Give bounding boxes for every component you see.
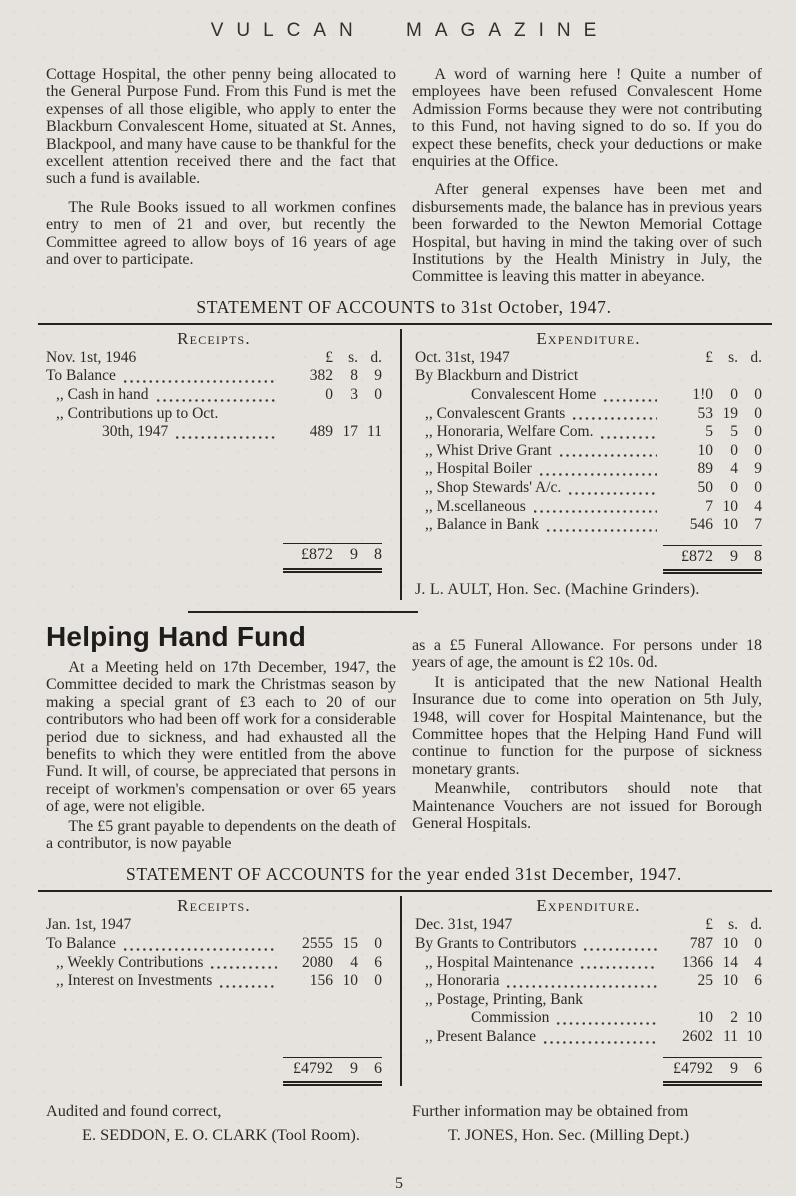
section-header: Receipts. [177, 896, 251, 916]
audit-note-line: Audited and found correct, [46, 1101, 222, 1121]
table-row [46, 405, 382, 424]
total-amount [283, 543, 382, 573]
row-amount-cell: 0 [374, 972, 382, 990]
row-amount [663, 423, 762, 442]
statement-1-heading: STATEMENT OF ACCOUNTS to 31st October, 1947. [196, 296, 612, 317]
paragraph: The Rule Books issued to all workmen confines entry to men of 21 and over, but recently the Committee agreed to allow boys of 16 years of age and over to participate. [46, 198, 396, 269]
row-amount-cell: 0 [374, 935, 382, 953]
statement-2-expenditure [400, 896, 762, 1086]
statement-2-top-rule [38, 890, 772, 892]
row-amount-cell: 10 [722, 497, 738, 515]
section-header: Expenditure. [536, 896, 641, 916]
table-row [415, 516, 762, 535]
row-amount-cell: 0 [754, 479, 762, 497]
table-row [46, 367, 382, 386]
total-amount-cell: 9 [730, 1059, 738, 1077]
row-amount-cell: 10 [697, 441, 713, 459]
row-amount-cell: 5 [730, 423, 738, 441]
row-amount-cell: 11 [367, 423, 382, 441]
dot-leader [571, 412, 657, 420]
statement-1-expenditure [400, 329, 762, 600]
row-amount-cell: 0 [325, 386, 333, 404]
row-label: ,, Present Balance [425, 1028, 537, 1046]
total-amount-cell: 9 [350, 1059, 358, 1077]
currency-header-cell: s. [728, 916, 738, 934]
table-row [415, 405, 762, 424]
table-row [415, 367, 762, 386]
secretary-signature: T. JONES, Hon. Sec. (Milling Dept.) [448, 1125, 690, 1145]
row-amount-cell: 2080 [302, 953, 333, 971]
row-amount [663, 442, 762, 461]
total-amount-cell: 8 [754, 547, 762, 565]
spacer [46, 991, 382, 1053]
date-label: Jan. 1st, 1947 [46, 916, 132, 934]
dot-leader [209, 961, 277, 969]
section-divider-rule [188, 611, 418, 613]
top-article [46, 66, 762, 286]
row-amount-cell: 53 [697, 404, 713, 422]
dot-leader [599, 431, 657, 439]
date-row [46, 916, 382, 935]
helping-hand-section [46, 622, 762, 852]
row-amount-cell: 0 [754, 423, 762, 441]
audit-note [46, 1101, 396, 1145]
row-amount-cell: 50 [697, 479, 713, 497]
paragraph: Cottage Hospital, the other penny being allocated to the General Purpose Fund. From this Fund is met the expenses of all those eligible, who apply to enter the Blackburn Convalescent Home, situated at St. Annes, Blackpool, and many have cause to be thankful for the excellent attention received there and the fact that such a fund is available. [46, 66, 396, 188]
total-amount-cell: £4792 [293, 1059, 333, 1077]
currency-header-cell: d. [750, 348, 762, 366]
currency-header [283, 349, 382, 368]
total-amount [663, 545, 762, 575]
total-amount-cell: 8 [374, 546, 382, 564]
row-amount-cell: 1366 [682, 953, 713, 971]
signature: J. L. AULT, Hon. Sec. (Machine Grinders). [415, 581, 700, 599]
section-header: Receipts. [177, 328, 251, 348]
row-amount-cell: 3 [350, 386, 358, 404]
row-amount [663, 935, 762, 954]
date-row [415, 349, 762, 368]
currency-header-cell: s. [728, 348, 738, 366]
table-row [415, 479, 762, 498]
dot-leader [542, 1036, 657, 1044]
row-label: By Blackburn and District [415, 367, 579, 385]
total-amount-cell: £4792 [673, 1059, 713, 1077]
table-row [415, 460, 762, 479]
row-amount-cell: 546 [689, 516, 713, 534]
row-amount [663, 516, 762, 535]
row-label: ,, Postage, Printing, Bank [425, 990, 584, 1008]
row-amount-cell: 25 [697, 972, 713, 990]
row-amount-cell: 19 [722, 404, 738, 422]
row-label: By Grants to Contributors [415, 935, 577, 953]
total-amount [283, 1057, 382, 1087]
row-label: ,, Shop Stewards' A/c. [425, 479, 562, 497]
row-amount-cell: 17 [342, 423, 358, 441]
row-amount-cell: 11 [723, 1028, 738, 1046]
table-row [415, 1028, 762, 1047]
helping-hand-left-column [46, 622, 396, 852]
row-amount-cell: 14 [722, 953, 738, 971]
row-amount [663, 1009, 762, 1028]
row-amount-cell: 10 [746, 1028, 762, 1046]
row-amount-cell: 787 [689, 935, 713, 953]
row-amount-cell: 4 [754, 953, 762, 971]
row-amount-cell: 2555 [302, 935, 333, 953]
row-amount-cell: 89 [697, 460, 713, 478]
row-amount-cell: 0 [754, 935, 762, 953]
row-amount-cell: 382 [309, 367, 333, 385]
row-amount-cell: 489 [309, 423, 333, 441]
spacer [415, 535, 762, 541]
table-row [415, 954, 762, 973]
row-label: ,, Whist Drive Grant [425, 441, 552, 459]
row-amount-cell: 10 [722, 972, 738, 990]
table-row [415, 1009, 762, 1028]
date-row [46, 349, 382, 368]
date-row [415, 916, 762, 935]
row-amount [283, 386, 382, 405]
row-amount [283, 367, 382, 386]
row-amount-cell: 10 [722, 516, 738, 534]
date-label: Dec. 31st, 1947 [415, 916, 513, 934]
dot-leader [122, 375, 277, 383]
row-amount [663, 460, 762, 479]
spacer [46, 442, 382, 540]
magazine-title: VULCAN MAGAZINE [210, 20, 610, 41]
dot-leader [558, 449, 657, 457]
helping-hand-heading: Helping Hand Fund [46, 621, 307, 652]
dot-leader [545, 524, 657, 532]
row-amount-cell: 15 [342, 935, 358, 953]
paragraph: At a Meeting held on 17th December, 1947, the Committee decided to mark the Christmas season by making a special grant of £3 each to 20 of our contributors who had been off work for a considerable period due to sickness, and had exhausted all the benefits to which they were entitled from the above Fund. It will, of course, be appreciated that persons in receipt of workmen's compensation or over 65 years of age, were not eligible. [46, 659, 396, 816]
currency-header-cell: £ [325, 348, 333, 366]
row-label: ,, Convalescent Grants [425, 404, 566, 422]
paragraph: as a £5 Funeral Allowance. For persons under 18 years of age, the amount is £2 10s. 0d. [412, 637, 762, 672]
row-label: ,, Hospital Maintenance [425, 953, 574, 971]
row-amount-cell: 5 [705, 423, 713, 441]
row-amount-cell: 4 [730, 460, 738, 478]
row-amount-cell: 10 [746, 1009, 762, 1027]
row-amount-cell: 10 [342, 972, 358, 990]
table-row [415, 386, 762, 405]
table-row [46, 954, 382, 973]
table-row [415, 991, 762, 1010]
row-amount-cell: 1!0 [692, 386, 713, 404]
helping-hand-right-column [412, 622, 762, 852]
dot-leader [538, 468, 657, 476]
table-row [415, 423, 762, 442]
dot-leader [218, 980, 277, 988]
dot-leader [122, 943, 277, 951]
row-amount-cell: 2602 [682, 1028, 713, 1046]
currency-header-cell: s. [348, 348, 358, 366]
top-article-right-column [412, 66, 762, 286]
table-row [46, 935, 382, 954]
row-amount-cell: 4 [350, 953, 358, 971]
currency-header [663, 349, 762, 368]
statement-2-receipts [46, 896, 392, 1086]
dot-leader [555, 1017, 657, 1025]
currency-header-cell: £ [705, 916, 713, 934]
paragraph: The £5 grant payable to dependents on the death of a contributor, is now payable [46, 817, 396, 853]
row-amount-cell: 156 [309, 972, 333, 990]
row-label: ,, Balance in Bank [425, 516, 540, 534]
total-amount-cell: 9 [730, 547, 738, 565]
table-row [415, 498, 762, 517]
table-row [415, 972, 762, 991]
row-amount-cell: 4 [754, 497, 762, 515]
row-label: To Balance [46, 935, 116, 953]
row-label: ,, Honoraria [425, 972, 500, 990]
currency-header [663, 916, 762, 935]
table-row [415, 935, 762, 954]
row-amount-cell: 0 [730, 386, 738, 404]
row-amount-cell: 0 [754, 386, 762, 404]
row-amount [663, 405, 762, 424]
currency-header-cell: £ [705, 348, 713, 366]
row-amount-cell: 10 [722, 935, 738, 953]
dot-leader [579, 961, 657, 969]
page-number: 5 [395, 1175, 403, 1193]
total-amount-cell: 9 [350, 546, 358, 564]
table-row [415, 442, 762, 461]
statement-1-top-rule [38, 323, 772, 325]
row-label: Commission [471, 1009, 550, 1027]
paragraph: Meanwhile, contributors should note that Maintenance Vouchers are not issued for Borough General Hospitals. [412, 780, 762, 833]
total-amount-cell: 6 [754, 1059, 762, 1077]
paragraph: After general expenses have been met and disbursements made, the balance has in previous years been forwarded to the Newton Memorial Cottage Hospital, but having in mind the taking over of such Institutions by the Health Ministry in July, the Committee is leaving this matter in abeyance. [412, 181, 762, 286]
dot-leader [505, 980, 657, 988]
row-amount [283, 423, 382, 442]
row-amount-cell: 2 [730, 1009, 738, 1027]
row-amount [663, 479, 762, 498]
row-amount-cell: 0 [730, 441, 738, 459]
row-label: ,, Interest on Investments [56, 972, 213, 990]
row-amount [663, 386, 762, 405]
dot-leader [567, 487, 657, 495]
currency-header-cell: d. [750, 916, 762, 934]
table-row [46, 972, 382, 991]
statement-2-table [46, 896, 762, 1086]
row-label: ,, Contributions up to Oct. [56, 404, 219, 422]
dot-leader [582, 943, 657, 951]
row-amount-cell: 0 [730, 479, 738, 497]
date-label: Oct. 31st, 1947 [415, 348, 510, 366]
row-label: To Balance [46, 367, 116, 385]
statement-1-table [46, 329, 762, 600]
row-label: Convalescent Home [471, 386, 597, 404]
row-amount-cell: 8 [350, 367, 358, 385]
total-amount [663, 1057, 762, 1087]
row-amount-cell: 10 [697, 1009, 713, 1027]
row-amount-cell: 7 [754, 516, 762, 534]
page-footer [46, 1101, 762, 1145]
statement-1-receipts [46, 329, 392, 600]
spacer [415, 1047, 762, 1053]
paragraph: It is anticipated that the new National Health Insurance due to come into operation on 5th July, 1948, will cover for Hospital Maintenance, but the Committee hopes that the Helping Hand Fund will continue to function for the purpose of sickness monetary grants. [412, 673, 762, 778]
date-label: Nov. 1st, 1946 [46, 348, 137, 366]
dot-leader [602, 394, 657, 402]
row-amount-cell: 9 [754, 460, 762, 478]
row-amount [283, 935, 382, 954]
row-amount-cell: 0 [374, 386, 382, 404]
row-amount-cell: 0 [754, 404, 762, 422]
top-article-left-column [46, 66, 396, 286]
dot-leader [532, 505, 657, 513]
currency-header-cell: d. [370, 348, 382, 366]
row-amount [663, 1028, 762, 1047]
row-amount-cell: 6 [374, 953, 382, 971]
table-row [46, 423, 382, 442]
row-amount [663, 954, 762, 973]
row-amount [283, 954, 382, 973]
row-amount-cell: 7 [705, 497, 713, 515]
section-header: Expenditure. [536, 328, 641, 348]
row-label: ,, Weekly Contributions [56, 953, 204, 971]
total-amount-cell: £872 [681, 547, 713, 565]
row-label: ,, Hospital Boiler [425, 460, 532, 478]
row-label: ,, Cash in hand [56, 386, 149, 404]
paragraph: A word of warning here ! Quite a number of employees have been refused Convalescent Home Admission Forms because they were not contributing to this Fund, not having signed to do so. If you do expect these benefits, check your deductions or make enquiries at the Office. [412, 66, 762, 171]
row-amount [283, 972, 382, 991]
row-label: ,, M.scellaneous [425, 497, 526, 515]
total-amount-cell: £872 [301, 546, 333, 564]
row-amount-cell: 9 [374, 367, 382, 385]
row-amount [663, 498, 762, 517]
row-amount-cell: 0 [754, 441, 762, 459]
row-amount-cell: 6 [754, 972, 762, 990]
statement-2-heading: STATEMENT OF ACCOUNTS for the year ended 31st December, 1947. [126, 864, 682, 885]
row-amount [663, 972, 762, 991]
table-row [46, 386, 382, 405]
further-information-note [412, 1101, 762, 1145]
row-label: 30th, 1947 [102, 423, 169, 441]
row-label: ,, Honoraria, Welfare Com. [425, 423, 594, 441]
total-amount-cell: 6 [374, 1059, 382, 1077]
further-information-line: Further information may be obtained from [412, 1101, 689, 1121]
dot-leader [174, 431, 277, 439]
dot-leader [155, 394, 277, 402]
audit-signatures: E. SEDDON, E. O. CLARK (Tool Room). [82, 1125, 360, 1145]
